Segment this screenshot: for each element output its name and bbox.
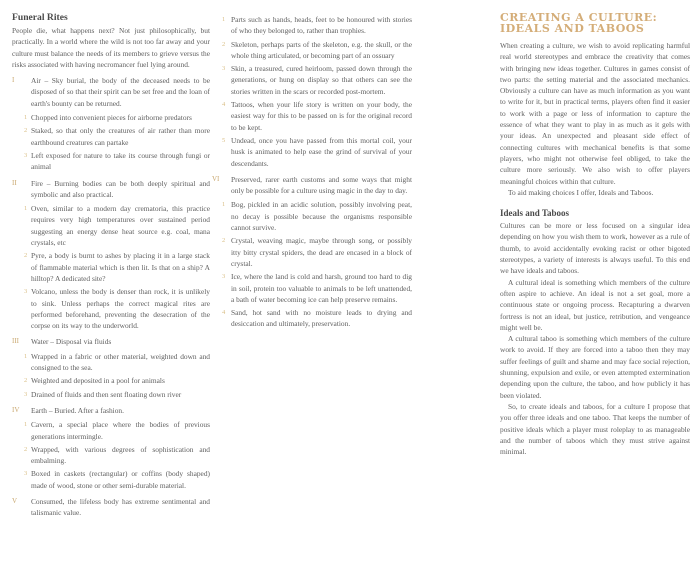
item-number: 3 (24, 288, 28, 296)
item-number: 1 (24, 421, 28, 429)
rite-preserved: VI Preserved, rarer earth customs and some ways that might only be possible for a culture using magic in the day to day. (212, 174, 412, 196)
item-number: 2 (24, 252, 28, 260)
roman-numeral: III (12, 337, 19, 346)
item-number: 2 (222, 237, 226, 245)
item-number: 2 (24, 127, 28, 135)
list-item: 1 Chopped into convenient pieces for airborne predators (24, 113, 192, 123)
subsection-heading: Ideals and Taboos (500, 208, 570, 219)
chapter-title: CREATING A CULTURE: IDEALS AND TABOOS (500, 11, 658, 35)
item-number: 1 (24, 205, 28, 213)
list-item: 2 Pyre, a body is burnt to ashes by placing it in a large stack of flammable material which is then lit. Is that on a ship? A hilltop? A dedicated site? (24, 251, 210, 283)
rite-air: I Air – Sky burial, the body of the deceased needs to be disposed of so that their spirit can be set free and the loan of earth's bounty can be returned. (12, 76, 210, 108)
item-number: 3 (24, 151, 28, 159)
list-item: 2 Crystal, weaving magic, maybe through song, or possibly itty bitty crystal spiders, the dead are encased in a block of crystal. (222, 236, 412, 268)
item-number: 3 (222, 65, 226, 73)
item-number: 2 (24, 377, 28, 385)
column-funeral-rites (12, 12, 210, 522)
list-item: 2 Staked, so that only the creatures of air rather than more earthbound creatures can partake (24, 126, 210, 147)
list-item: 2 Skeleton, perhaps parts of the skeleton, e.g. the skull, or the whole thing articulated, or becoming part of an ossuary (222, 39, 412, 60)
list-item: 1 Wrapped in a fabric or other material, weighted down and consigned to the sea. (24, 351, 210, 373)
paragraph: When creating a culture, we wish to avoid replicating harmful real world stereotypes and embrace the creativity that comes with bringing new ideas together. Cultures in games consist of two parts: the setting material and the associated mechanics. Obviously a culture can have as much information as you want to write for it, but in practical terms, players often find it easier to work with a page or less of information to capture the essence of what they want to play in as much as it gels with your ideas. An unexpected and pleasant side effect of connecting cultures with mechanical benefits is that some players, who might not otherwise feel obliged, to take the culture more seriously. We also wish to offer players meaningful choices within that culture. (500, 41, 690, 186)
item-number: 5 (222, 136, 226, 144)
paragraph: A cultural ideal is something which members of the culture often aspire to achieve. An ideal is not a set goal, more a continuous state or ongoing process. Recapturing a dwarven fortress is not an ideal, but justice, retribution, and vengeance might well be. (500, 277, 690, 332)
item-number: 3 (24, 470, 28, 478)
list-item: 3 Left exposed for nature to take its course through fungi or animal (24, 150, 210, 172)
list-item: 2 Wrapped, with various degrees of sophistication and embalming. (24, 444, 210, 466)
roman-numeral: VI (212, 174, 220, 183)
item-number: 3 (24, 390, 28, 398)
item-number: 2 (24, 445, 28, 453)
column-funeral-rites-continued (212, 12, 412, 332)
intro-paragraph: People die, what happens next? Not just philosophically, but practically. In a world where the wild is not too far away and your culture must balance the needs of its members to grieve versus the risks associated with having necromancer fuel lying around. (12, 26, 210, 69)
roman-numeral: V (12, 496, 18, 505)
list-item: 1 Oven, similar to a modern day crematoria, this practice requires very high temperatures over sustained period suggesting an energy dense heat source e.g. coal, mana crystals, etc (24, 204, 210, 248)
paragraph: To aid making choices I offer, Ideals and Taboos. (508, 187, 654, 197)
list-item: 2 Weighted and deposited in a pool for animals (24, 376, 165, 386)
paragraph: So, to create ideals and taboos, for a culture I propose that you offer three ideals and one taboo. That keeps the number of positive ideals which a player must roleplay to as manageable and the number of taboos which they must strive against minimal. (500, 401, 690, 457)
item-number: 1 (222, 201, 226, 209)
item-number: 1 (24, 352, 28, 360)
rite-fire: II Fire – Burning bodies can be both deeply spiritual and symbolic and also practical. (12, 178, 210, 199)
rite-water: III Water – Disposal via fluids (12, 337, 112, 347)
item-number: 4 (222, 309, 226, 317)
item-number: 1 (24, 114, 28, 122)
list-item: 4 Tattoos, when your life story is written on your body, the easiest way for this to be passed on is for the original record to be kept. (222, 100, 412, 132)
roman-numeral: I (12, 76, 15, 85)
item-number: 4 (222, 101, 226, 109)
item-number: 3 (222, 273, 226, 281)
roman-numeral: IV (12, 405, 20, 414)
rite-consumed: V Consumed, the lifeless body has extreme sentimental and talismanic value. (12, 496, 210, 518)
list-item: 4 Sand, hot sand with no moisture leads to drying and desiccation and ultimately, preservation. (222, 308, 412, 329)
paragraph: A cultural taboo is something which members of the culture work to avoid. If they are forced into a taboo then they may suffer feelings of guilt and shame and may face social rejection, shunning, expulsion and exile, or even attempted extermination depending upon the culture, the taboo, and how publicly it has been violated. (500, 334, 690, 400)
list-item: 3 Ice, where the land is cold and harsh, ground too hard to dig in soil, protein too valuable to animals to be left unattended, a bath of water becoming ice can help preserve remains. (222, 272, 412, 304)
column-creating-a-culture (500, 12, 690, 457)
rite-earth: IV Earth – Buried. After a fashion. (12, 405, 124, 415)
item-number: 1 (222, 16, 226, 23)
list-item: 5 Undead, once you have passed from this mortal coil, your husk is animated to help ease the grind of survival of your descendants. (222, 135, 412, 168)
list-item: 3 Boxed in caskets (rectangular) or coffins (body shaped) made of wood, stone or other semi-durable material. (24, 469, 210, 490)
roman-numeral: II (12, 178, 17, 187)
section-heading: Funeral Rites (12, 12, 68, 23)
list-item: 3 Volcano, unless the body is denser than rock, it is unlikely to sink. Unless perhaps the correct magical rites are performed beforehand, preventing the desecration of the corpse on its way to the underworld. (24, 287, 210, 331)
item-number: 2 (222, 40, 226, 48)
paragraph: Cultures can be more or less focused on a singular idea depending on how you wish them to work, however as a rule of thumb, to avoid accidentally evoking racist or other bigoted stereotypes, a variety of interests is always useful. To this end we have ideals and taboos. (500, 221, 690, 276)
list-item: 3 Drained of fluids and then sent floating down river (24, 389, 182, 399)
list-item: 3 Skin, a treasured, cured heirloom, passed down through the generations, or hung on display so that others can see the stories written in the scars or recorded post-mortem. (222, 64, 412, 96)
list-item: 1 Bog, pickled in an acidic solution, possibly involving peat, no decay is possible because the organisms responsible cannot survive. (222, 200, 412, 233)
list-item: 1 Parts such as hands, heads, feet to be honoured with stories of who they belonged to, rather than trophies. (222, 15, 412, 36)
list-item: 1 Cavern, a special place where the bodies of previous generations intermingle. (24, 420, 210, 441)
